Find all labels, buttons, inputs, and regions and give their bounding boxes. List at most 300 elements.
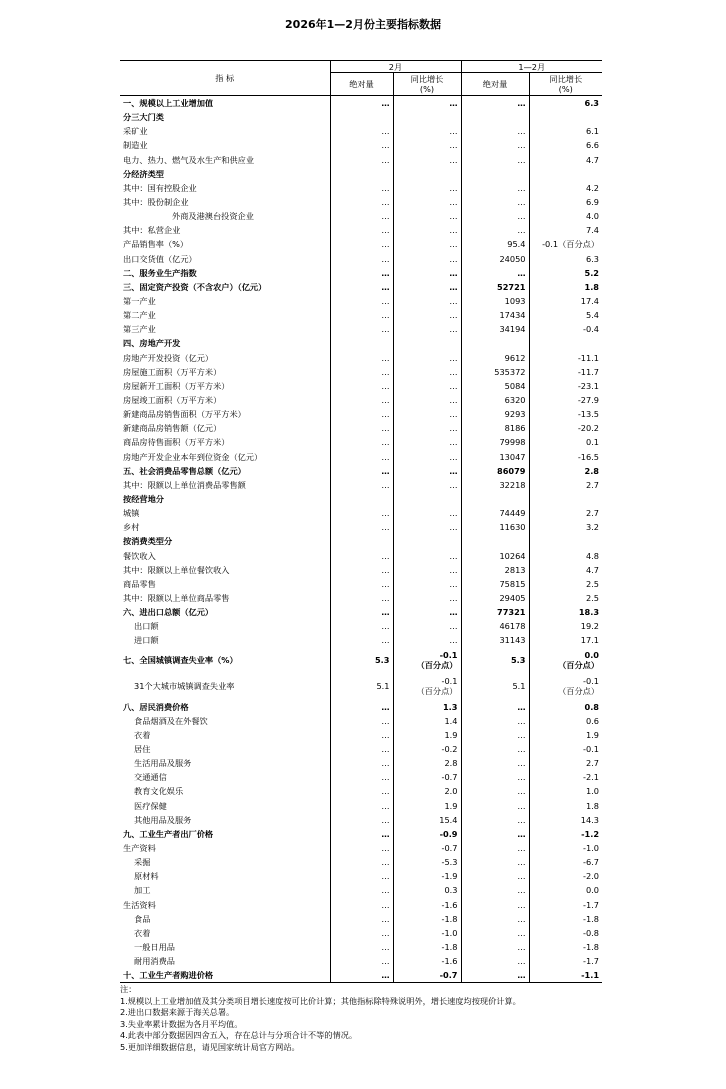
- value-cell: 0.0 （百分点）: [529, 647, 602, 673]
- row-label: 新建商品房销售额（亿元）: [123, 423, 222, 434]
- value-cell: …: [393, 506, 461, 520]
- table-row: [120, 492, 602, 506]
- value-cell: 74449: [461, 506, 529, 520]
- table-row: [120, 742, 602, 756]
- row-label: 房地产开发企业本年到位资金（亿元）: [123, 451, 263, 462]
- table-row: [120, 153, 602, 167]
- value-cell: …: [461, 954, 529, 968]
- value-cell: …: [330, 827, 393, 841]
- row-label: 按消费类型分: [123, 536, 173, 547]
- value-cell: -1.1: [529, 968, 602, 983]
- yoy-header: 同比增长 (%): [393, 73, 461, 96]
- row-label: 制造业: [123, 140, 148, 151]
- value-cell: …: [330, 294, 393, 308]
- value-cell: -6.7: [529, 855, 602, 869]
- table-row: [120, 506, 602, 520]
- value-cell: -27.9: [529, 393, 602, 407]
- table-row: [120, 393, 602, 407]
- value-cell: …: [393, 308, 461, 322]
- value-cell: …: [330, 379, 393, 393]
- row-label: 其中：限额以上单位消费品零售额: [123, 479, 246, 490]
- value-cell: …: [461, 798, 529, 812]
- value-cell: …: [330, 912, 393, 926]
- value-cell: …: [393, 633, 461, 647]
- value-cell: …: [330, 619, 393, 633]
- value-cell: …: [461, 728, 529, 742]
- table-row: [120, 294, 602, 308]
- value-cell: 2.0: [393, 784, 461, 798]
- abs-header: 绝对量: [330, 73, 393, 96]
- value-cell: 5.1: [330, 673, 393, 699]
- row-label: 五、社会消费品零售总额（亿元）: [123, 465, 246, 476]
- value-cell: …: [461, 209, 529, 223]
- value-cell: …: [393, 209, 461, 223]
- value-cell: -20.2: [529, 421, 602, 435]
- value-cell: -0.7: [393, 841, 461, 855]
- value-cell: …: [393, 365, 461, 379]
- row-label: 其中：私营企业: [123, 225, 181, 236]
- row-label: 进口额: [134, 635, 159, 646]
- row-label: 一般日用品: [134, 941, 175, 952]
- value-cell: …: [393, 351, 461, 365]
- value-cell: …: [393, 322, 461, 336]
- table-row: [120, 435, 602, 449]
- value-cell: …: [330, 195, 393, 209]
- value-cell: 14.3: [529, 813, 602, 827]
- value-cell: …: [393, 252, 461, 266]
- value-cell: [529, 336, 602, 350]
- value-cell: 1.0: [529, 784, 602, 798]
- value-cell: -1.7: [529, 954, 602, 968]
- value-cell: 19.2: [529, 619, 602, 633]
- value-cell: 2813: [461, 563, 529, 577]
- row-label: 房屋施工面积（万平方米）: [123, 366, 222, 377]
- value-cell: [529, 492, 602, 506]
- table-row: [120, 365, 602, 379]
- value-cell: 9612: [461, 351, 529, 365]
- table-row: [120, 605, 602, 619]
- row-label: 新建商品房销售面积（万平方米）: [123, 409, 246, 420]
- value-cell: …: [461, 912, 529, 926]
- table-row: [120, 167, 602, 181]
- value-cell: 2.8: [529, 464, 602, 478]
- value-cell: 13047: [461, 450, 529, 464]
- value-cell: 11630: [461, 520, 529, 534]
- table-row: [120, 699, 602, 713]
- value-cell: …: [330, 605, 393, 619]
- value-cell: …: [461, 96, 529, 111]
- value-cell: …: [330, 968, 393, 983]
- value-cell: 6320: [461, 393, 529, 407]
- row-label: 七、全国城镇调查失业率（%）: [123, 655, 238, 666]
- period-header-janfeb: 1—2月: [461, 61, 602, 73]
- table-row: [120, 379, 602, 393]
- table-row: [120, 124, 602, 138]
- table-row: [120, 252, 602, 266]
- row-label: 原材料: [134, 871, 159, 882]
- row-label: 衣着: [134, 729, 151, 740]
- value-cell: 79998: [461, 435, 529, 449]
- value-cell: [529, 167, 602, 181]
- table-row: [120, 577, 602, 591]
- row-label: 衣着: [134, 927, 151, 938]
- value-cell: …: [393, 549, 461, 563]
- value-cell: 1.9: [393, 798, 461, 812]
- value-cell: -1.2: [529, 827, 602, 841]
- footnote-line: 2.进出口数据来源于海关总署。: [120, 1007, 235, 1017]
- value-cell: -16.5: [529, 450, 602, 464]
- row-label: 31个大城市城镇调查失业率: [134, 681, 235, 692]
- value-cell: …: [461, 714, 529, 728]
- value-cell: …: [461, 770, 529, 784]
- value-cell: …: [393, 478, 461, 492]
- value-cell: …: [330, 798, 393, 812]
- table-row: [120, 110, 602, 124]
- value-cell: -1.6: [393, 897, 461, 911]
- value-cell: 2.7: [529, 478, 602, 492]
- value-cell: 1.3: [393, 699, 461, 713]
- row-label: 十、工业生产者购进价格: [120, 968, 330, 983]
- value-cell: [461, 534, 529, 548]
- value-cell: …: [393, 591, 461, 605]
- value-cell: …: [461, 869, 529, 883]
- yoy-header: 同比增长 (%): [529, 73, 602, 96]
- row-label: 商品房待售面积（万平方米）: [123, 437, 230, 448]
- value-cell: 2.8: [393, 756, 461, 770]
- value-cell: …: [461, 266, 529, 280]
- indicator-table: [120, 60, 602, 983]
- value-cell: -0.1 （百分点）: [393, 673, 461, 699]
- row-label: 产品销售率（%）: [123, 239, 189, 250]
- value-cell: …: [330, 813, 393, 827]
- value-cell: …: [330, 699, 393, 713]
- table-row: [120, 563, 602, 577]
- value-cell: …: [330, 464, 393, 478]
- row-label: 采掘: [134, 857, 151, 868]
- row-label: 电力、热力、燃气及水生产和供应业: [123, 154, 255, 165]
- value-cell: …: [393, 181, 461, 195]
- table-row: [120, 619, 602, 633]
- table-row: [120, 855, 602, 869]
- value-cell: 52721: [461, 280, 529, 294]
- value-cell: 15.4: [393, 813, 461, 827]
- table-row: [120, 237, 602, 251]
- row-label: 四、房地产开发: [123, 338, 181, 349]
- row-label: 八、居民消费价格: [123, 701, 189, 712]
- table-row: [120, 534, 602, 548]
- row-label: 外商及港澳台投资企业: [172, 211, 254, 222]
- value-cell: …: [330, 393, 393, 407]
- value-cell: …: [330, 450, 393, 464]
- value-cell: [330, 336, 393, 350]
- row-label: 食品: [134, 913, 151, 924]
- value-cell: 2.7: [529, 506, 602, 520]
- value-cell: [461, 336, 529, 350]
- value-cell: …: [393, 138, 461, 152]
- value-cell: …: [393, 407, 461, 421]
- value-cell: 5.3: [330, 647, 393, 673]
- value-cell: …: [330, 421, 393, 435]
- value-cell: …: [461, 813, 529, 827]
- value-cell: 17.1: [529, 633, 602, 647]
- value-cell: -5.3: [393, 855, 461, 869]
- value-cell: …: [461, 742, 529, 756]
- row-label: 其中：股份制企业: [123, 197, 189, 208]
- value-cell: 3.2: [529, 520, 602, 534]
- value-cell: 535372: [461, 365, 529, 379]
- value-cell: -1.8: [393, 940, 461, 954]
- value-cell: 46178: [461, 619, 529, 633]
- value-cell: …: [393, 435, 461, 449]
- row-label: 九、工业生产者出厂价格: [123, 828, 214, 839]
- value-cell: -2.1: [529, 770, 602, 784]
- value-cell: …: [330, 280, 393, 294]
- value-cell: [393, 336, 461, 350]
- value-cell: …: [330, 563, 393, 577]
- value-cell: [330, 492, 393, 506]
- value-cell: …: [330, 940, 393, 954]
- value-cell: …: [330, 784, 393, 798]
- row-label: 生产资料: [123, 842, 156, 853]
- value-cell: …: [330, 181, 393, 195]
- value-cell: …: [461, 940, 529, 954]
- value-cell: …: [330, 138, 393, 152]
- table-row: [120, 280, 602, 294]
- table-row: [120, 798, 602, 812]
- value-cell: [393, 492, 461, 506]
- value-cell: 2.7: [529, 756, 602, 770]
- table-row: [120, 940, 602, 954]
- value-cell: …: [330, 926, 393, 940]
- value-cell: 31143: [461, 633, 529, 647]
- value-cell: -1.8: [529, 940, 602, 954]
- value-cell: [330, 167, 393, 181]
- row-label: 其他用品及服务: [134, 814, 192, 825]
- value-cell: …: [330, 577, 393, 591]
- row-label: 其中：限额以上单位商品零售: [123, 592, 230, 603]
- page-title: 2026年1—2月份主要指标数据: [285, 18, 441, 31]
- value-cell: 77321: [461, 605, 529, 619]
- value-cell: …: [461, 926, 529, 940]
- row-label: 耐用消费品: [134, 956, 175, 967]
- value-cell: 0.3: [393, 883, 461, 897]
- value-cell: 24050: [461, 252, 529, 266]
- value-cell: …: [461, 124, 529, 138]
- table-row: [120, 195, 602, 209]
- value-cell: …: [330, 351, 393, 365]
- value-cell: 95.4: [461, 237, 529, 251]
- table-row: [120, 633, 602, 647]
- value-cell: …: [393, 280, 461, 294]
- value-cell: 5.2: [529, 266, 602, 280]
- value-cell: [529, 110, 602, 124]
- table-row: [120, 138, 602, 152]
- row-label: 教育文化娱乐: [134, 786, 184, 797]
- table-row: [120, 912, 602, 926]
- value-cell: …: [393, 379, 461, 393]
- value-cell: …: [330, 435, 393, 449]
- value-cell: …: [461, 756, 529, 770]
- value-cell: -11.7: [529, 365, 602, 379]
- value-cell: …: [393, 421, 461, 435]
- footnotes: [120, 984, 602, 1053]
- value-cell: 5.4: [529, 308, 602, 322]
- value-cell: 6.3: [529, 252, 602, 266]
- value-cell: 0.1: [529, 435, 602, 449]
- value-cell: 6.6: [529, 138, 602, 152]
- value-cell: 86079: [461, 464, 529, 478]
- row-label: 第一产业: [123, 296, 156, 307]
- table-row: [120, 784, 602, 798]
- value-cell: -23.1: [529, 379, 602, 393]
- value-cell: 32218: [461, 478, 529, 492]
- row-label: 食品烟酒及在外餐饮: [134, 715, 208, 726]
- row-label: 出口交货值（亿元）: [123, 253, 197, 264]
- value-cell: 34194: [461, 322, 529, 336]
- table-row: [120, 308, 602, 322]
- value-cell: …: [330, 520, 393, 534]
- value-cell: [393, 167, 461, 181]
- value-cell: …: [393, 464, 461, 478]
- row-label: 其中：限额以上单位餐饮收入: [123, 564, 230, 575]
- value-cell: …: [393, 195, 461, 209]
- table-row: [120, 841, 602, 855]
- value-cell: 4.7: [529, 563, 602, 577]
- value-cell: 2.5: [529, 591, 602, 605]
- value-cell: …: [330, 855, 393, 869]
- table-row: [120, 322, 602, 336]
- value-cell: …: [461, 827, 529, 841]
- value-cell: 4.0: [529, 209, 602, 223]
- value-cell: -0.1 （百分点）: [393, 647, 461, 673]
- value-cell: [393, 534, 461, 548]
- value-cell: -2.0: [529, 869, 602, 883]
- value-cell: …: [330, 869, 393, 883]
- value-cell: 4.7: [529, 153, 602, 167]
- value-cell: -0.1: [529, 742, 602, 756]
- value-cell: …: [330, 252, 393, 266]
- row-label: 加工: [134, 885, 151, 896]
- table-row: [120, 96, 602, 111]
- table-row: [120, 209, 602, 223]
- value-cell: …: [393, 605, 461, 619]
- row-label: 生活资料: [123, 899, 156, 910]
- value-cell: -11.1: [529, 351, 602, 365]
- value-cell: …: [330, 209, 393, 223]
- row-label: 生活用品及服务: [134, 758, 192, 769]
- table-row: [120, 673, 602, 699]
- row-label: 二、服务业生产指数: [123, 267, 197, 278]
- value-cell: -1.0: [393, 926, 461, 940]
- value-cell: …: [461, 968, 529, 983]
- value-cell: -1.8: [529, 912, 602, 926]
- value-cell: 1.9: [393, 728, 461, 742]
- value-cell: …: [330, 506, 393, 520]
- table-row: [120, 714, 602, 728]
- row-label: 三、固定资产投资（不含农户）（亿元）: [123, 281, 267, 292]
- table-row: [120, 520, 602, 534]
- value-cell: -1.7: [529, 897, 602, 911]
- period-header-feb: 2月: [330, 61, 461, 73]
- value-cell: -1.0: [529, 841, 602, 855]
- table-row: [120, 647, 602, 673]
- value-cell: …: [330, 714, 393, 728]
- table-row: [120, 223, 602, 237]
- value-cell: 75815: [461, 577, 529, 591]
- table-row: [120, 869, 602, 883]
- table-row: [120, 450, 602, 464]
- value-cell: …: [461, 841, 529, 855]
- row-label: 房屋新开工面积（万平方米）: [123, 380, 230, 391]
- row-label: 乡村: [123, 522, 140, 533]
- footnote-line: 4.此表中部分数据因四舍五入，存在总计与分项合计不等的情况。: [120, 1030, 358, 1040]
- value-cell: 6.1: [529, 124, 602, 138]
- value-cell: 1.4: [393, 714, 461, 728]
- row-label: 商品零售: [123, 578, 156, 589]
- footnote-line: 注：: [120, 984, 137, 994]
- value-cell: …: [393, 520, 461, 534]
- row-label: 交通通信: [134, 772, 167, 783]
- value-cell: 0.8: [529, 699, 602, 713]
- table-row: [120, 756, 602, 770]
- row-label: 按经营地分: [123, 494, 164, 504]
- value-cell: 4.2: [529, 181, 602, 195]
- abs-header: 绝对量: [461, 73, 529, 96]
- value-cell: 7.4: [529, 223, 602, 237]
- value-cell: 10264: [461, 549, 529, 563]
- value-cell: …: [393, 577, 461, 591]
- row-label: 一、规模以上工业增加值: [123, 98, 214, 109]
- row-label: 采矿业: [123, 126, 148, 137]
- value-cell: …: [393, 237, 461, 251]
- value-cell: -1.8: [393, 912, 461, 926]
- row-label: 医疗保健: [134, 800, 167, 811]
- value-cell: …: [393, 124, 461, 138]
- value-cell: …: [393, 393, 461, 407]
- value-cell: -0.1 （百分点）: [529, 673, 602, 699]
- value-cell: -0.4: [529, 322, 602, 336]
- row-label: 分三大门类: [123, 112, 164, 123]
- value-cell: …: [330, 728, 393, 742]
- value-cell: …: [461, 153, 529, 167]
- value-cell: 1.8: [529, 798, 602, 812]
- value-cell: [330, 534, 393, 548]
- row-label: 其中：国有控股企业: [123, 182, 197, 193]
- value-cell: …: [461, 699, 529, 713]
- table-row: [120, 421, 602, 435]
- table-row: [120, 351, 602, 365]
- value-cell: …: [330, 237, 393, 251]
- value-cell: 17434: [461, 308, 529, 322]
- value-cell: 29405: [461, 591, 529, 605]
- value-cell: [330, 110, 393, 124]
- value-cell: …: [330, 407, 393, 421]
- table-row: [120, 407, 602, 421]
- value-cell: -0.7: [393, 770, 461, 784]
- value-cell: …: [461, 883, 529, 897]
- value-cell: …: [393, 266, 461, 280]
- value-cell: …: [461, 195, 529, 209]
- value-cell: -1.9: [393, 869, 461, 883]
- value-cell: 5084: [461, 379, 529, 393]
- value-cell: 2.5: [529, 577, 602, 591]
- value-cell: 5.1: [461, 673, 529, 699]
- value-cell: -0.7: [393, 968, 461, 983]
- table-row: [120, 181, 602, 195]
- table-row: [120, 813, 602, 827]
- row-label: 房地产开发投资（亿元）: [123, 352, 214, 363]
- value-cell: [461, 492, 529, 506]
